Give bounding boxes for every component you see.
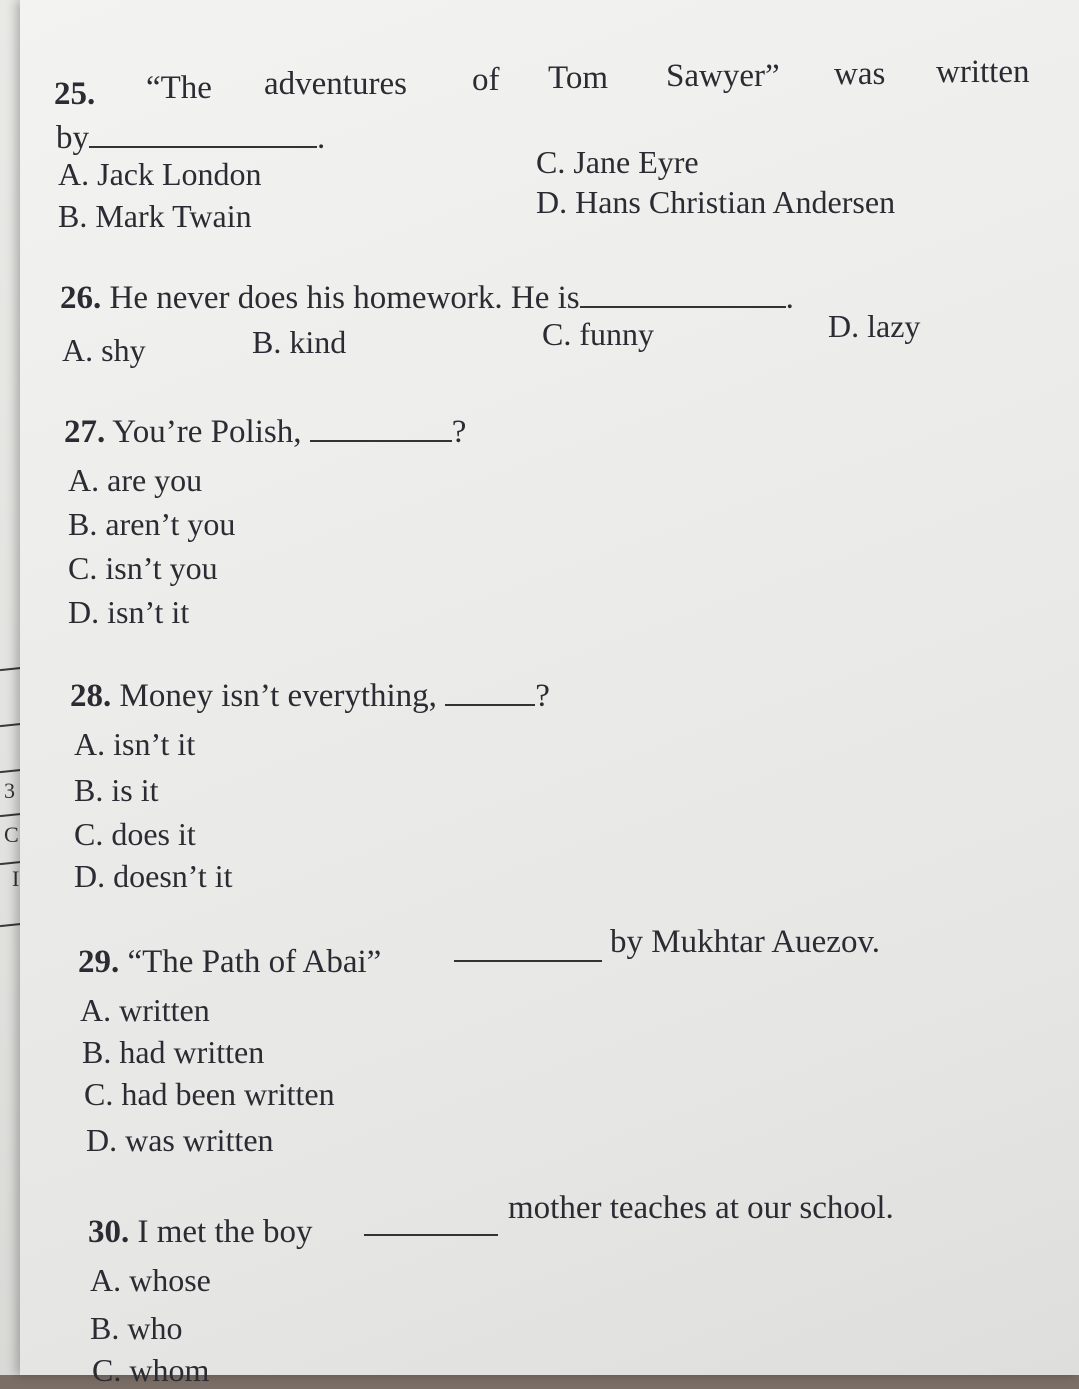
option-a[interactable]: A. whose — [90, 1262, 211, 1298]
question-word: Tom — [548, 60, 609, 96]
question-text: “The Path of Abai” — [127, 944, 382, 980]
question-number: 25. — [54, 76, 96, 112]
margin-line — [0, 923, 22, 927]
question-text-after: mother teaches at our school. — [508, 1190, 894, 1226]
answer-blank[interactable] — [445, 678, 535, 706]
margin-line — [0, 813, 22, 817]
option-a[interactable]: A. isn’t it — [74, 726, 196, 762]
question-end: ? — [451, 414, 467, 450]
answer-blank[interactable] — [454, 934, 602, 962]
margin-mark: 3 — [4, 778, 15, 803]
option-d[interactable]: D. doesn’t it — [74, 858, 233, 894]
question-word: “The — [146, 70, 212, 106]
margin-mark: I — [12, 866, 20, 891]
answer-blank[interactable] — [580, 280, 786, 308]
option-d[interactable]: D. was written — [86, 1122, 274, 1158]
option-c[interactable]: C. isn’t you — [68, 550, 218, 586]
question-text-after: by Mukhtar Auezov. — [610, 924, 881, 960]
option-c[interactable]: C. does it — [74, 816, 196, 852]
question-number: 30. — [88, 1214, 130, 1250]
option-d[interactable]: D. isn’t it — [68, 594, 190, 630]
question-word: Sawyer” — [666, 58, 780, 94]
question-number: 29. — [78, 944, 120, 980]
question-word: written — [936, 54, 1030, 90]
question-end: . — [317, 120, 326, 156]
answer-blank[interactable] — [310, 414, 452, 442]
margin-mark: C — [4, 822, 19, 847]
question-number: 26. — [60, 280, 102, 316]
option-c[interactable]: C. funny — [542, 316, 654, 352]
option-a[interactable]: A. are you — [68, 462, 203, 498]
option-b[interactable]: B. is it — [74, 772, 159, 808]
option-d[interactable]: D. Hans Christian Andersen — [536, 184, 896, 220]
question-word: of — [472, 62, 500, 98]
margin-line — [0, 861, 22, 865]
question-end: . — [785, 280, 794, 316]
option-a[interactable]: A. written — [80, 992, 210, 1028]
question-word: was — [834, 56, 886, 92]
option-b[interactable]: B. aren’t you — [68, 506, 236, 542]
answer-blank[interactable] — [89, 120, 317, 148]
question-text: I met the boy — [137, 1214, 313, 1250]
option-a[interactable]: A. shy — [62, 332, 146, 368]
option-b[interactable]: B. had written — [82, 1034, 265, 1070]
option-c[interactable]: C. whom — [92, 1352, 210, 1388]
margin-line — [0, 769, 22, 773]
option-b[interactable]: B. who — [90, 1310, 183, 1346]
margin-line — [0, 667, 22, 671]
question-number: 28. — [70, 678, 112, 714]
question-text: You’re Polish, — [112, 414, 302, 450]
question-number: 27. — [64, 414, 106, 450]
option-d[interactable]: D. lazy — [828, 308, 921, 344]
option-b[interactable]: B. kind — [252, 324, 347, 360]
option-b[interactable]: B. Mark Twain — [58, 198, 252, 234]
option-c[interactable]: C. had been written — [84, 1076, 335, 1112]
option-c[interactable]: C. Jane Eyre — [536, 144, 699, 180]
worksheet-page — [20, 0, 1079, 1388]
question-text: by — [56, 120, 89, 156]
question-word: adventures — [264, 66, 407, 102]
answer-blank[interactable] — [364, 1208, 498, 1236]
question-text: He never does his homework. He is — [109, 280, 580, 316]
question-text: Money isn’t everything, — [119, 678, 437, 714]
option-a[interactable]: A. Jack London — [58, 156, 262, 192]
question-end: ? — [535, 678, 550, 714]
margin-line — [0, 723, 22, 727]
